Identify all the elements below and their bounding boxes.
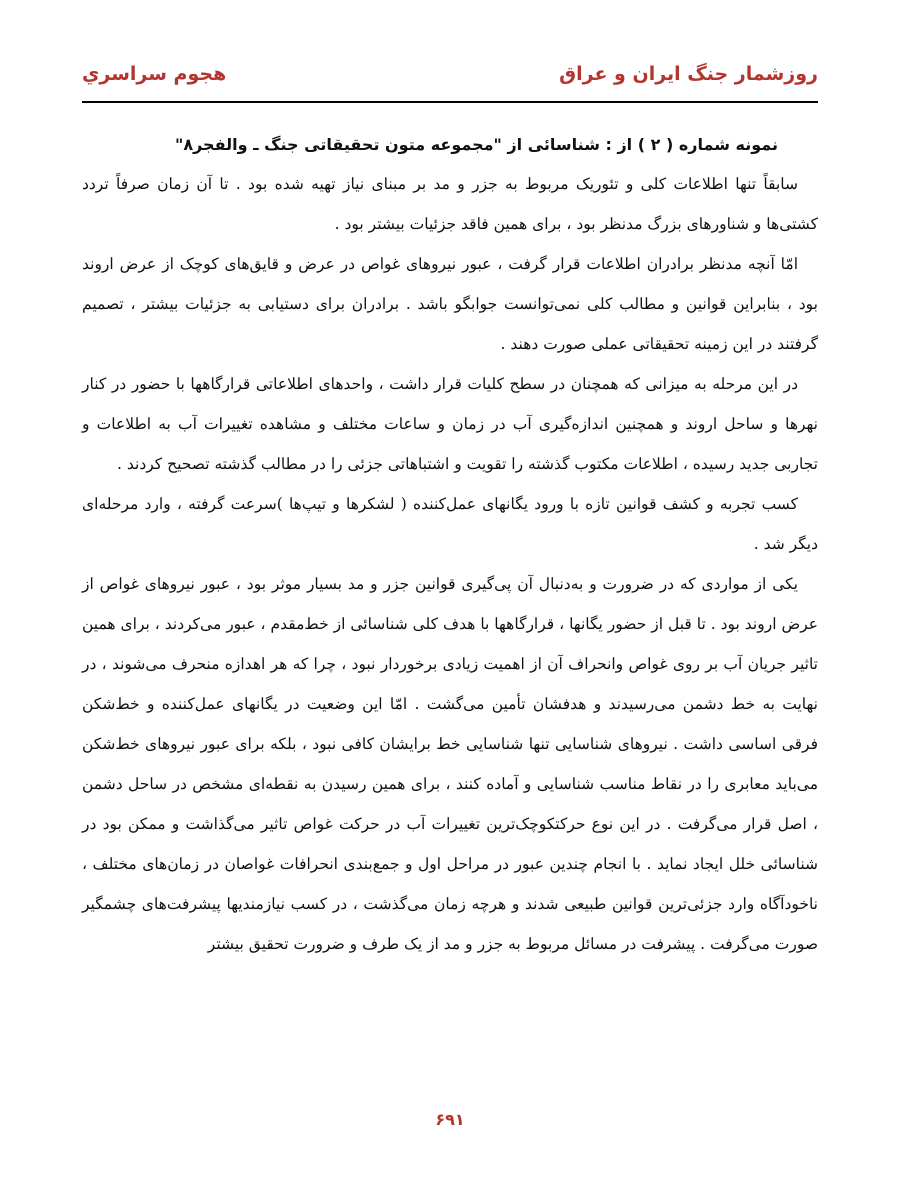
header-rule xyxy=(82,101,818,103)
sample-title: نمونه شماره ( ۲ ) از : شناسائی از "مجموعه متون تحقیقاتی جنگ ـ والفجر۸" xyxy=(174,135,778,154)
paragraph: در این مرحله به میزانی که همچنان در سطح کلیات قرار داشت ، واحدهای اطلاعاتی قرارگاهها با حضور در کنار نهرها و ساحل اروند و همچنین اندازه‌گیری آب در زمان و ساعات مختلف و مشاهده تغییرات آب به اطلاعات و تجاربی جدید رسیده ، اطلاعات مکتوب گذشته را تقویت و اشتباهاتی جزئی را در مطالب گذشته تصحیح کردند . xyxy=(82,375,818,473)
page-number: ۶۹۱ xyxy=(435,1110,465,1129)
page-body xyxy=(82,132,818,964)
section-title: هجوم سراسري xyxy=(82,63,227,85)
paragraph: کسب تجربه و کشف قوانین تازه با ورود یگانهای عمل‌کننده ( لشکرها و تیپ‌ها )سرعت گرفته ، وارد مرحله‌ای دیگر شد . xyxy=(82,495,818,553)
paragraph: امّا آنچه مدنظر برادران اطلاعات قرار گرفت ، عبور نیروهای غواص در عرض و قایق‌های کوچک از عرض اروند بود ، بنابراین قوانین و مطالب کلی نمی‌توانست جوابگو باشد . برادران برای دستیابی به جزئیات بیشتر ، تصمیم گرفتند در این زمینه تحقیقاتی عملی صورت دهند . xyxy=(82,255,818,353)
page-header xyxy=(82,52,818,96)
paragraph: سابقاً تنها اطلاعات کلی و تئوریک مربوط به جزر و مد بر مبنای نیاز تهیه شده بود . تا آن زمان صرفاً تردد کشتی‌ها و شناورهای بزرگ مدنظر بود ، برای همین فاقد جزئیات بیشتر بود . xyxy=(82,175,818,233)
book-title: روزشمار جنگ ایران و عراق xyxy=(559,63,818,85)
paragraph: یکی از مواردی که در ضرورت و به‌دنبال آن پی‌گیری قوانین جزر و مد بسیار موثر بود ، عبور نیروهای غواص از عرض اروند بود . تا قبل از حضور یگانها ، قرارگاهها با هدف کلی شناسائی از خط‌مقدم ، عبور می‌کردند ، برای همین تاثیر جریان آب بر روی غواص وانحراف آن از اهمیت زیادی برخوردار نبود ، چرا که هر اهدازه منحرف می‌شوند ، در نهایت به خط دشمن می‌رسیدند و هدفشان تأمین می‌گشت . امّا این وضعیت در یگانهای عمل‌کننده و خط‌شکن فرقی اساسی داشت . نیروهای شناسایی تنها شناسایی خط برایشان کافی نبود ، بلکه برای عبور نیروهای خط‌شکن می‌باید معابری را در نقاط مناسب شناسایی و آماده کنند ، برای همین رسیدن به نقطه‌ای مشخص در ساحل دشمن ، اصل قرار می‌گرفت . در این نوع حرکتکوچک‌ترین تغییرات آب در حرکت غواص تاثیر می‌گذاشت و ممکن بود در شناسائی خلل ایجاد نماید . با انجام چندین عبور در مراحل اول و جمع‌بندی انحرافات غواصان در زمان‌های مختلف ، ناخودآگاه وارد جزئی‌ترین قوانین طبیعی شدند و هرچه زمان می‌گذشت ، در کسب نیازمندیها پیشرفت‌های چشمگیر صورت می‌گرفت . پیشرفت در مسائل مربوط به جزر و مد از یک طرف و ضرورت تحقیق بیشتر xyxy=(82,575,818,953)
